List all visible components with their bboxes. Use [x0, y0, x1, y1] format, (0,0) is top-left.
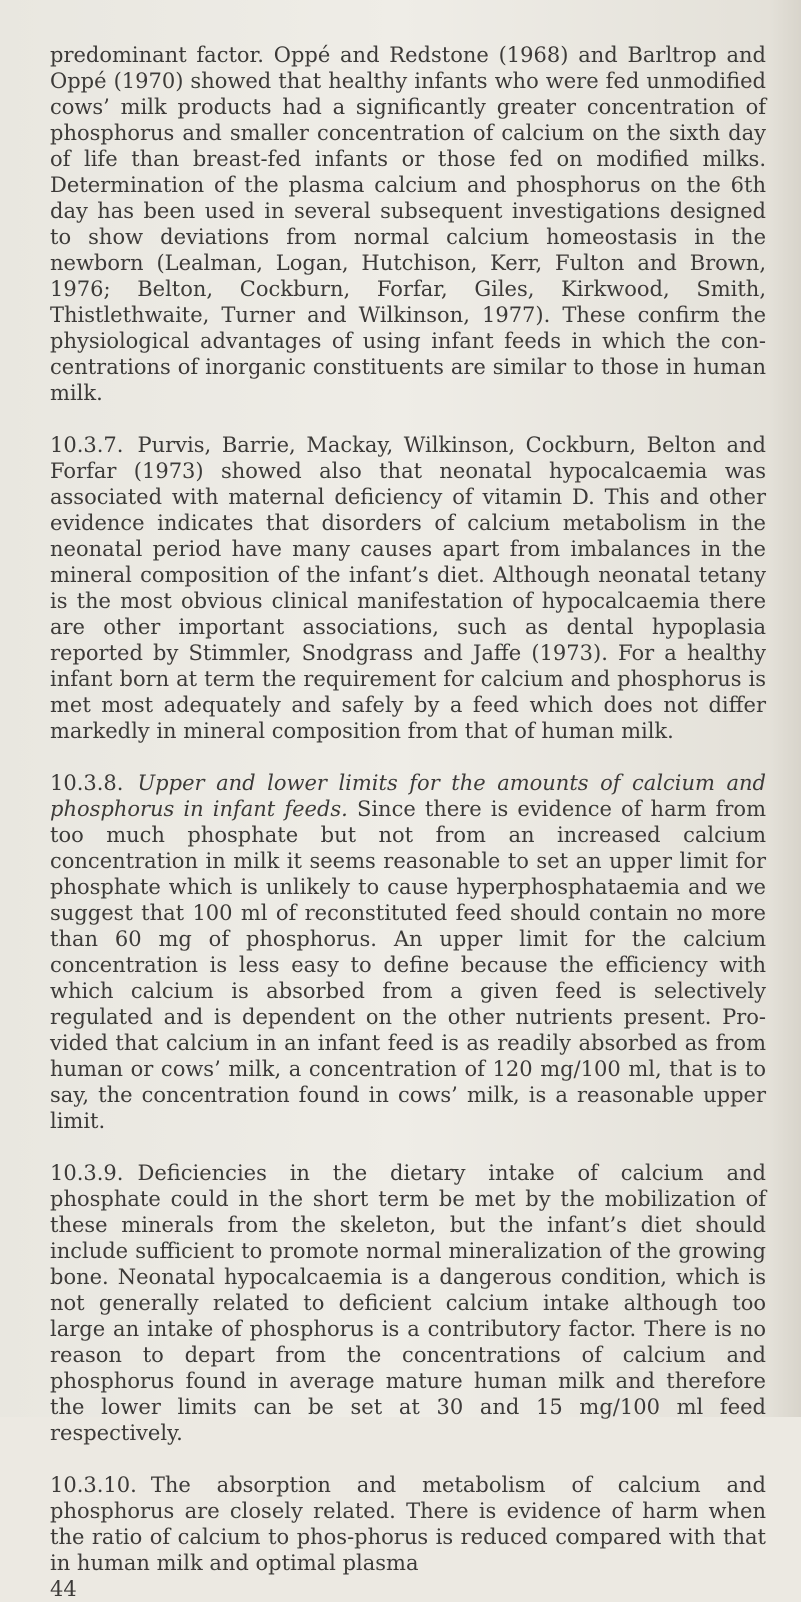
- paragraph-continued: [50, 42, 766, 406]
- section-number: 10.3.10.: [50, 1473, 137, 1497]
- section-number: 10.3.8.: [50, 771, 124, 795]
- body-text: [50, 42, 766, 1602]
- paragraph-10-3-10: [50, 1472, 766, 1576]
- section-heading: Upper and lower limits for the amounts of calcium and phosphorus in infant feeds.: [50, 771, 766, 821]
- section-number: 10.3.7.: [50, 433, 124, 457]
- paragraph-text: The absorption and metabolism of calcium and phosphorus are closely related. There is evidence of harm when the ratio of calcium to phos-phorus is reduced compared with that in human milk and optimal plasma: [50, 1473, 766, 1575]
- paragraph-text: Purvis, Barrie, Mackay, Wilkinson, Cockburn, Belton and Forfar (1973) showed also that neonatal hypocalcaemia was associated with maternal deficiency of vitamin D. This and other evidence indicates that disorders of calcium metabolism in the neonatal period have many causes apart from imbalances in the mineral composition of the infant’s diet. Although neonatal tetany is the most obvious clinical manifestation of hypocalcaemia there are other important associations, such as dental hypoplasia reported by Stimmler, Snodgrass and Jaffe (1973). For a healthy infant born at term the requirement for calcium and phosphorus is met most adequately and safely by a feed which does not differ markedly in mineral composition from that of human milk.: [50, 433, 766, 743]
- paragraph-text: Since there is evidence of harm from too much phosphate but not from an increased calcium concentration in milk it seems reasonable to set an upper limit for phosphate which is unlikely to cause hyperphosphataemia and we suggest that 100 ml of reconstituted feed should contain no more than 60 mg of phosphorus. An upper limit for the calcium concentration is less easy to define because the efficiency with which calcium is absorbed from a given feed is selectively regulated and is dependent on the other nutrients present. Pro-vided that calcium in an infant feed is as readily absorbed as from human or cows’ milk, a concentration of 120 mg/100 ml, that is to say, the concentration found in cows’ milk, is a reasonable upper limit.: [50, 797, 766, 1133]
- paragraph-10-3-8: [50, 770, 766, 1134]
- paragraph-10-3-9: [50, 1160, 766, 1446]
- paragraph-10-3-7: [50, 432, 766, 744]
- paragraph-text: Deficiencies in the dietary intake of calcium and phosphate could in the short term be met by the mobilization of these minerals from the skeleton, but the infant’s diet should include sufficient to promote normal mineralization of the growing bone. Neonatal hypocalcaemia is a dangerous condition, which is not generally related to deficient calcium intake although too large an intake of phosphorus is a contributory factor. There is no reason to depart from the concentrations of calcium and phosphorus found in average mature human milk and therefore the lower limits can be set at 30 and 15 mg/100 ml feed respectively.: [50, 1161, 766, 1445]
- page-number: 44: [50, 1577, 77, 1601]
- section-number: 10.3.9.: [50, 1161, 124, 1185]
- paragraph-text: predominant factor. Oppé and Redstone (1968) and Barltrop and Oppé (1970) showed that healthy infants who were fed unmodified cows’ milk products had a significantly greater concentration of phosphorus and smaller concentration of calcium on the sixth day of life than breast-fed infants or those fed on modified milks. Determination of the plasma calcium and phosphorus on the 6th day has been used in several subsequent investigations designed to show deviations from normal calcium homeostasis in the newborn (Lealman, Logan, Hutchison, Kerr, Fulton and Brown, 1976; Belton, Cockburn, Forfar, Giles, Kirkwood, Smith, Thistlethwaite, Turner and Wilkinson, 1977). These confirm the physiological advantages of using infant feeds in which the con-centrations of inorganic constituents are similar to those in human milk.: [50, 43, 766, 405]
